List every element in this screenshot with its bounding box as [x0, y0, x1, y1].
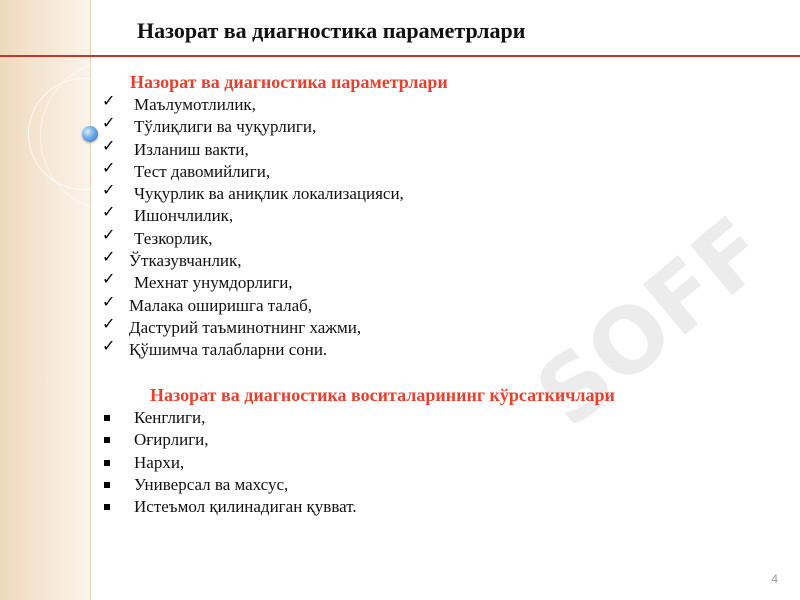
decorative-sphere: [82, 126, 98, 142]
checkmark-icon: ✓: [102, 135, 116, 155]
checkmark-icon: ✓: [102, 113, 116, 133]
checkmark-icon: ✓: [102, 91, 116, 110]
list-item-text: Ўтказувчанлик,: [129, 251, 242, 271]
list-item: [100, 202, 404, 227]
indicators-list: [100, 407, 357, 518]
list-item-text: Чуқурлик ва аниқлик локализацияси,: [134, 184, 404, 204]
slide-title: Назорат ва диагностика параметрлари: [137, 18, 526, 43]
list-item-text: Мехнат унумдорлиги,: [134, 273, 293, 293]
list-item: [100, 291, 404, 317]
list-item-text: Ишончлилик,: [134, 206, 234, 226]
square-bullet-icon: [104, 504, 110, 510]
list-item-text: Тест давомийлиги,: [134, 161, 271, 181]
list-item: [100, 157, 404, 183]
checkmark-icon: ✓: [102, 247, 116, 267]
list-item: [100, 474, 357, 496]
watermark-logo: SOFF: [517, 197, 788, 448]
square-bullet-icon: [104, 460, 110, 466]
list-item-text: Кенглиги,: [134, 408, 206, 427]
list-item: [100, 180, 404, 205]
checkmark-icon: ✓: [102, 336, 116, 356]
checkmark-icon: ✓: [102, 269, 116, 289]
list-item-text: Тўлиқлиги ва чуқурлиги,: [134, 117, 317, 137]
section-heading-indicators: Назорат ва диагностика воситаларининг кўрсаткичлари: [150, 385, 615, 405]
list-item: [100, 113, 404, 138]
section-heading-parameters: Назорат ва диагностика параметрлари: [130, 72, 448, 92]
list-item-text: Истеъмол қилинадиган қувват.: [134, 497, 357, 517]
checkmark-icon: ✓: [102, 180, 116, 200]
list-item: [100, 91, 404, 116]
list-item-text: Қўшимча талабларни сони.: [129, 340, 328, 360]
list-item-text: Изланиш вакти,: [134, 139, 249, 159]
title-divider: [0, 55, 800, 57]
checkmark-icon: ✓: [102, 313, 116, 333]
list-item: [100, 336, 404, 361]
checkmark-icon: ✓: [102, 202, 116, 222]
page-number: 4: [771, 572, 778, 586]
list-item-text: Дастурий таъминотнинг хажми,: [129, 317, 362, 337]
list-item-text: Маълумотлилик,: [134, 95, 256, 114]
checkmark-icon: ✓: [102, 224, 116, 244]
checkmark-icon: ✓: [102, 157, 116, 177]
square-bullet-icon: [104, 415, 110, 421]
checkmark-icon: ✓: [102, 291, 116, 311]
list-item: [100, 135, 404, 161]
square-bullet-icon: [104, 482, 110, 488]
list-item: [100, 429, 357, 451]
list-item: [100, 452, 357, 474]
list-item: [100, 269, 404, 294]
square-bullet-icon: [104, 437, 110, 443]
list-item: [100, 247, 404, 272]
list-item-text: Нархи,: [134, 452, 185, 472]
list-item-text: Универсал ва махсус,: [134, 474, 289, 494]
list-item: [100, 407, 357, 429]
list-item-text: Тезкорлик,: [134, 228, 213, 248]
list-item-text: Оғирлиги,: [134, 430, 209, 450]
parameters-list: [100, 91, 404, 362]
side-decoration-panel: [0, 0, 91, 600]
list-item: [100, 224, 404, 250]
list-item: [100, 496, 357, 518]
list-item: [100, 313, 404, 339]
list-item-text: Малака оширишга талаб,: [129, 295, 313, 315]
